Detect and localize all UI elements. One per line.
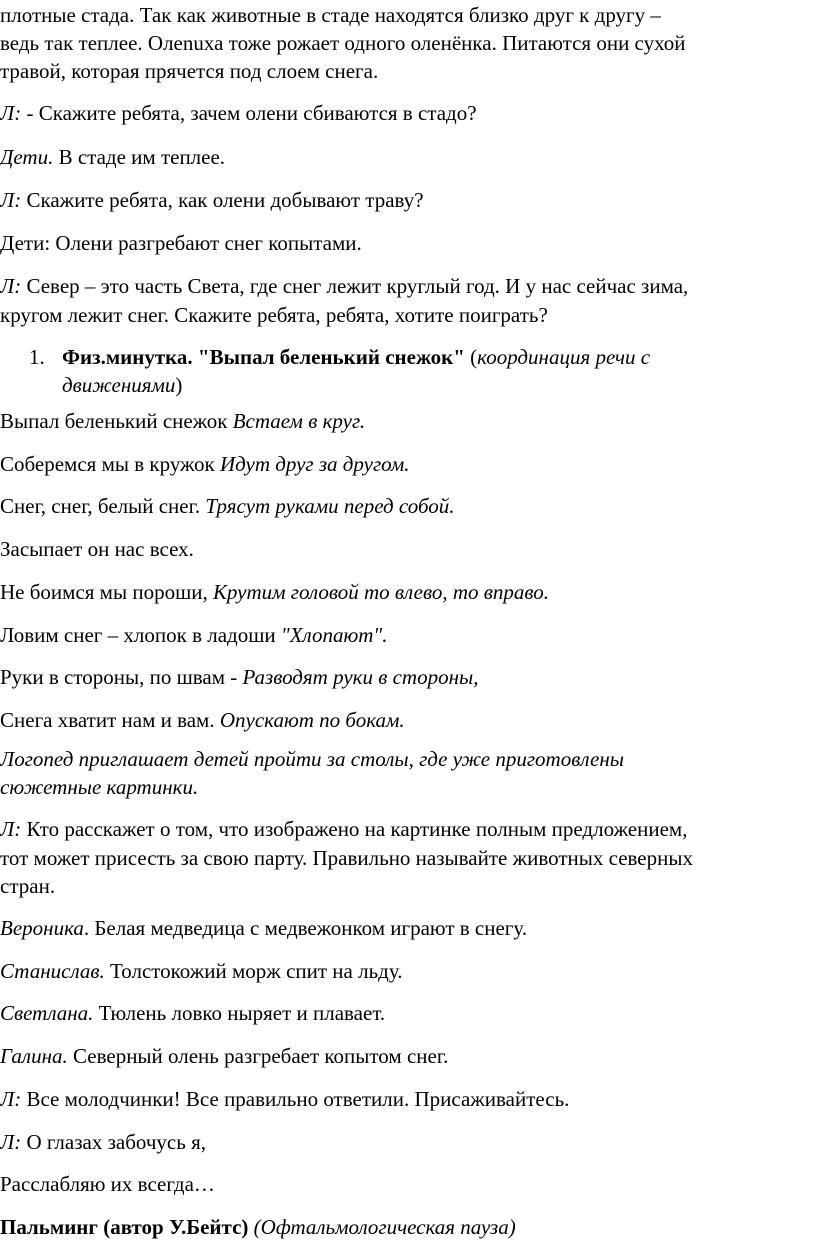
utterance: Толстокожий морж спит на льду. xyxy=(110,959,403,983)
utterance: Северный олень разгребает копытом снег. xyxy=(73,1044,449,1068)
dialogue-line xyxy=(0,186,424,214)
children-answer: Дети: Олени разгребают снег копытами. xyxy=(0,231,362,255)
task-paragraph-line: тот может присесть за свою парту. Правильно называйте животных северных xyxy=(0,846,693,870)
poem-line xyxy=(0,578,549,606)
poem-line xyxy=(0,450,410,478)
speaker-label: Светлана. xyxy=(0,1001,94,1025)
relax-line: Расслабляю их всегда… xyxy=(0,1172,215,1196)
intro-line: травой, которая прячется под слоем снега. xyxy=(0,59,379,83)
activity-note: координация речи с xyxy=(477,345,651,369)
answer-line xyxy=(0,957,403,985)
heading-italic: (Офтальмологическая пауза) xyxy=(253,1215,516,1239)
speaker-label: Вероника xyxy=(0,916,84,940)
poem-line xyxy=(0,621,388,649)
activity-title: Физ.минутка. "Выпал беленький снежок" xyxy=(62,345,465,369)
poem-action: Трясут руками перед собой. xyxy=(205,494,455,518)
intro-line: ведь так теплее. Олenuха тоже рожает одного оленёнка. Питаются они сухой xyxy=(0,31,686,55)
speaker-label: Л: xyxy=(0,188,22,212)
utterance: О глазах забочусь я, xyxy=(26,1130,206,1154)
final-heading xyxy=(0,1213,516,1241)
task-paragraph-line xyxy=(0,815,687,843)
utterance: Кто расскажет о том, что изображено на картинке полным предложением, xyxy=(21,817,688,841)
answer-line xyxy=(0,1128,206,1156)
paren-close: ) xyxy=(175,373,183,397)
speaker-label: Л: xyxy=(0,101,22,125)
separator: . xyxy=(83,916,95,940)
heading-bold: Пальминг (автор У.Бейтс) xyxy=(0,1215,249,1239)
poem-line xyxy=(0,407,365,435)
answer-line xyxy=(0,1085,569,1113)
poem-action: Крутим головой то влево, то вправо. xyxy=(212,580,549,604)
instruction-line: Логопед приглашает детей пройти за столы, где уже приготовлены xyxy=(0,747,624,771)
task-paragraph-line: стран. xyxy=(0,874,56,898)
poem-action: Разводят руки в стороны, xyxy=(242,665,479,689)
paren-open: ( xyxy=(464,345,478,369)
utterance: Скажите ребята, зачем олени сбиваются в стадо? xyxy=(38,101,477,125)
answer-line xyxy=(0,914,527,942)
poem-action: Встаем в круг. xyxy=(232,409,366,433)
list-number: 1. xyxy=(29,345,45,369)
north-paragraph-line: кругом лежит снег. Скажите ребята, ребята, хотите поиграть? xyxy=(0,303,548,327)
poem-text: Снег, снег, белый снег. xyxy=(0,494,206,518)
utterance: Скажите ребята, как олени добывают траву? xyxy=(26,188,424,212)
poem-text: Соберемся мы в кружок xyxy=(0,452,220,476)
dialogue-line xyxy=(0,143,225,171)
separator: - xyxy=(21,101,39,125)
speaker-label: Л: xyxy=(0,817,22,841)
utterance: Белая медведица с медвежонком играют в снегу. xyxy=(94,916,528,940)
activity-note: движениями xyxy=(62,373,176,397)
speaker-label: Дети. xyxy=(0,145,54,169)
poem-text: Выпал беленький снежок xyxy=(0,409,233,433)
poem-text: Руки в стороны, по швам - xyxy=(0,665,243,689)
poem-line xyxy=(0,535,194,563)
speaker-label: Л: xyxy=(0,1087,22,1111)
utterance: Все молодчинки! Все правильно ответили. Присаживайтесь. xyxy=(26,1087,570,1111)
poem-line xyxy=(0,663,478,691)
poem-text: Засыпает он нас всех. xyxy=(0,537,194,561)
speaker-label: Галина. xyxy=(0,1044,68,1068)
speaker-label: Л: xyxy=(0,274,22,298)
poem-action: "Хлопают". xyxy=(280,623,388,647)
utterance: Тюлень ловко ныряет и плавает. xyxy=(98,1001,386,1025)
speaker-label: Станислав. xyxy=(0,959,105,983)
poem-line xyxy=(0,492,454,520)
answer-line xyxy=(0,1042,448,1070)
poem-line xyxy=(0,706,405,734)
poem-text: Снега хватит нам и вам. xyxy=(0,708,220,732)
north-paragraph-line xyxy=(0,272,688,300)
poem-action: Идут друг за другом. xyxy=(219,452,410,476)
instruction-line: сюжетные картинки. xyxy=(0,775,199,799)
speaker-label: Л: xyxy=(0,1130,22,1154)
poem-text: Не боимся мы пороши, xyxy=(0,580,213,604)
utterance: В стаде им теплее. xyxy=(58,145,226,169)
utterance: Север – это часть Света, где снег лежит круглый год. И у нас сейчас зима, xyxy=(21,274,689,298)
dialogue-line xyxy=(0,99,477,127)
answer-line xyxy=(0,999,385,1027)
poem-text: Ловим снег – хлопок в ладоши xyxy=(0,623,281,647)
numbered-list-item xyxy=(0,343,800,399)
intro-line: плотные стада. Так как животные в стаде находятся близко друг к другу – xyxy=(0,3,661,27)
poem-action: Опускают по бокам. xyxy=(219,708,405,732)
